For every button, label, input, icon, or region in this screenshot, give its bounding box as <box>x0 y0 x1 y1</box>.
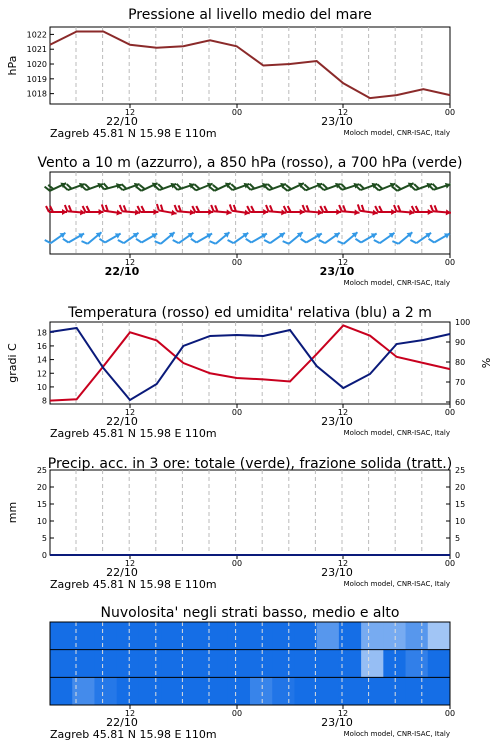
barb-feather <box>156 204 160 210</box>
barb-feather <box>410 238 416 245</box>
wind-barb <box>283 228 305 248</box>
location-label: Zagreb 45.81 N 15.98 E 110m <box>50 578 217 591</box>
wind-barb <box>301 228 324 246</box>
date-label: 23/10 <box>321 566 353 579</box>
y-axis-label-left: gradi C <box>6 343 19 383</box>
x-tick-label: 12 <box>337 258 349 267</box>
x-tick-label: 12 <box>337 108 349 117</box>
cloud-cell <box>117 677 140 705</box>
y-tick-label: 1018 <box>26 89 47 99</box>
wind-barb <box>375 206 396 215</box>
barb-feather <box>265 205 269 211</box>
y-tick-label: 70 <box>455 378 466 387</box>
y-tick-label: 1022 <box>26 30 47 40</box>
cloud-cell <box>272 677 295 705</box>
cloud-cell <box>117 622 140 650</box>
barb-feather <box>264 238 270 245</box>
wind-barb <box>246 228 269 246</box>
x-tick-label: 00 <box>231 108 243 117</box>
panel-title: Nuvolosita' negli strati basso, medio e alto <box>100 605 400 621</box>
barb-feather <box>355 237 361 244</box>
x-tick-label: 12 <box>124 559 136 568</box>
panel-4 <box>6 456 465 591</box>
cloud-cell <box>383 677 406 705</box>
y-tick-label: 1021 <box>26 45 47 55</box>
wind-barb <box>264 178 287 194</box>
wind-barb <box>155 228 177 248</box>
barb-feather <box>246 237 252 244</box>
wind-barb <box>374 228 396 247</box>
y-tick-label: 80 <box>455 358 466 367</box>
barb-feather <box>393 205 397 211</box>
barb-feather <box>301 237 307 244</box>
cloud-cell <box>50 622 73 650</box>
barb-feather <box>302 205 306 211</box>
wind-barb <box>83 206 104 215</box>
wind-barb <box>192 206 213 215</box>
credit-label: Moloch model, CNR-ISAC, Italy <box>343 129 450 137</box>
wind-barb <box>191 178 214 194</box>
y-tick-label: 60 <box>455 398 466 407</box>
x-tick-label: 00 <box>444 408 456 417</box>
y-tick-label: 25 <box>36 466 47 475</box>
barb-row-10-m <box>45 228 452 248</box>
barb-feather <box>82 239 88 246</box>
wind-barb <box>82 228 104 248</box>
cloud-cell <box>383 650 406 678</box>
barb-feather <box>192 206 195 212</box>
barb-head <box>151 231 158 239</box>
barb-feather <box>191 237 197 244</box>
cloud-cell <box>406 677 429 705</box>
y-tick-label: 14 <box>36 355 47 365</box>
wind-barb <box>355 228 378 246</box>
x-tick-label: 12 <box>124 709 136 718</box>
barb-head <box>78 231 85 239</box>
date-label: 23/10 <box>321 415 353 428</box>
location-label: Zagreb 45.81 N 15.98 E 110m <box>50 728 217 741</box>
barb-feather <box>118 238 124 245</box>
x-tick-label: 00 <box>231 258 243 267</box>
wind-barb <box>338 228 360 248</box>
wind-barb <box>46 206 67 215</box>
barb-feather <box>174 205 178 211</box>
cloud-cell <box>317 677 340 705</box>
cloud-cell <box>383 622 406 650</box>
plot-frame <box>50 27 450 104</box>
cloud-cell <box>317 650 340 678</box>
x-tick-label: 12 <box>337 709 349 718</box>
credit-label: Moloch model, CNR-ISAC, Italy <box>343 730 450 738</box>
cloud-cell <box>183 622 206 650</box>
wind-barb <box>319 228 341 247</box>
y-tick-label: 18 <box>36 328 47 338</box>
y-axis-label-right: % <box>480 357 493 369</box>
cloud-cell <box>361 650 384 678</box>
y-tick-label: 8 <box>41 396 47 406</box>
cloud-cell <box>294 622 317 650</box>
y-tick-label: 10 <box>455 517 466 526</box>
cloud-cell <box>428 650 451 678</box>
wind-barb <box>228 228 250 247</box>
wind-barb <box>264 228 286 247</box>
date-label: 22/10 <box>106 115 138 128</box>
cloud-cell <box>250 622 273 650</box>
barb-feather <box>319 238 325 245</box>
x-tick-label: 12 <box>124 408 136 417</box>
x-tick-label: 00 <box>444 709 456 718</box>
panel-title: Precip. acc. in 3 ore: totale (verde), frazione solida (tratt.) <box>47 456 453 472</box>
wind-barb <box>247 206 268 215</box>
date-label: 22/10 <box>106 566 138 579</box>
plot-frame <box>50 322 450 404</box>
x-tick-label: 00 <box>444 108 456 117</box>
y-axis-label: hPa <box>6 55 19 76</box>
y-tick-label: 10 <box>36 382 47 392</box>
plot-frame <box>50 470 450 555</box>
cloud-cell <box>94 622 117 650</box>
cloud-cell <box>50 650 73 678</box>
wind-barb <box>210 228 232 248</box>
barb-feather <box>429 237 435 244</box>
temperature-line <box>50 325 450 400</box>
barb-feather <box>375 206 378 212</box>
panel-title: Vento a 10 m (azzurro), a 850 hPa (rosso), a 700 hPa (verde) <box>37 155 463 171</box>
barb-head <box>115 231 122 239</box>
cloud-cell <box>161 677 184 705</box>
barb-feather <box>46 206 49 212</box>
date-label: 22/10 <box>104 265 140 278</box>
panel-2 <box>37 155 462 287</box>
y-tick-label: 16 <box>36 341 47 351</box>
wind-barb <box>45 228 67 247</box>
barb-row-850-hPa <box>46 204 451 217</box>
wind-barb <box>430 205 452 216</box>
barb-feather <box>430 205 434 211</box>
y-tick-label: 15 <box>455 500 466 509</box>
barb-feather <box>247 206 250 212</box>
cloud-cell <box>161 650 184 678</box>
x-tick-label: 12 <box>337 559 349 568</box>
date-label: 22/10 <box>106 716 138 729</box>
panel-title: Temperatura (rosso) ed umidita' relativa (blu) a 2 m <box>68 305 432 321</box>
x-tick-label: 00 <box>231 709 243 718</box>
location-label: Zagreb 45.81 N 15.98 E 110m <box>50 127 217 140</box>
pressure-line <box>50 31 450 98</box>
y-tick-label: 5 <box>455 534 461 543</box>
cloud-cell <box>428 622 451 650</box>
cloud-cell <box>228 622 251 650</box>
barb-feather <box>64 205 68 211</box>
barb-head <box>371 231 378 239</box>
date-label: 23/10 <box>321 716 353 729</box>
wind-barb <box>374 178 397 194</box>
cloud-cell <box>228 650 251 678</box>
credit-label: Moloch model, CNR-ISAC, Italy <box>343 580 450 588</box>
x-tick-label: 12 <box>124 108 136 117</box>
cloud-cell <box>161 622 184 650</box>
y-tick-label: 20 <box>455 483 466 492</box>
x-tick-label: 00 <box>231 559 243 568</box>
barb-feather <box>137 206 140 212</box>
panel-3 <box>6 305 493 440</box>
cloud-cell <box>361 677 384 705</box>
x-tick-label: 00 <box>231 408 243 417</box>
barb-feather <box>228 238 234 245</box>
cloud-cell <box>317 622 340 650</box>
cloud-cell <box>294 650 317 678</box>
cloud-cell <box>94 650 117 678</box>
barb-feather <box>283 239 289 246</box>
cloud-cell <box>139 650 162 678</box>
cloud-cell <box>250 650 273 678</box>
cloud-cell <box>250 677 273 705</box>
wind-barb <box>320 206 341 215</box>
x-tick-label: 12 <box>337 408 349 417</box>
panel-1 <box>6 7 455 140</box>
barb-row-700-hPa <box>45 178 452 195</box>
cloud-cell <box>406 650 429 678</box>
wind-barb <box>173 228 195 247</box>
x-tick-label: 12 <box>124 258 136 267</box>
cloud-cell <box>272 622 295 650</box>
x-tick-label: 00 <box>444 559 456 568</box>
cloud-cell <box>272 650 295 678</box>
barb-feather <box>63 237 69 244</box>
y-tick-label: 1019 <box>26 74 47 84</box>
date-label: 22/10 <box>106 415 138 428</box>
wind-barb <box>63 228 86 246</box>
cloud-cell <box>361 622 384 650</box>
wind-barb <box>137 206 158 215</box>
y-tick-label: 12 <box>36 369 47 379</box>
barb-feather <box>119 205 123 211</box>
panel-title: Pressione al livello medio del mare <box>128 7 372 23</box>
barb-head <box>316 231 323 239</box>
barb-feather <box>374 238 380 245</box>
barb-head <box>206 231 213 239</box>
y-tick-label: 0 <box>455 551 461 560</box>
barb-feather <box>229 204 233 210</box>
y-tick-label: 5 <box>41 534 47 543</box>
cloud-cell <box>406 622 429 650</box>
barb-feather <box>101 204 105 210</box>
cloud-cell <box>183 677 206 705</box>
y-tick-label: 1020 <box>26 60 47 70</box>
barb-feather <box>173 238 179 245</box>
credit-label: Moloch model, CNR-ISAC, Italy <box>343 279 450 287</box>
barb-feather <box>210 239 216 246</box>
y-tick-label: 20 <box>36 483 47 492</box>
y-tick-label: 15 <box>36 500 47 509</box>
y-axis-label: mm <box>6 501 19 524</box>
y-tick-label: 10 <box>36 517 47 526</box>
barb-feather <box>338 239 344 246</box>
wind-barb <box>429 179 452 194</box>
x-tick-label: 00 <box>444 258 456 267</box>
date-label: 23/10 <box>319 265 355 278</box>
y-tick-label: 100 <box>455 318 471 327</box>
date-label: 23/10 <box>321 115 353 128</box>
cloud-cell <box>228 677 251 705</box>
y-tick-label: 90 <box>455 338 466 347</box>
barb-feather <box>357 204 361 210</box>
wind-barb <box>429 228 452 246</box>
cloud-cell <box>139 677 162 705</box>
y-tick-label: 0 <box>41 551 47 560</box>
humidity-line <box>50 328 450 400</box>
wind-barb <box>210 205 232 216</box>
cloud-cell <box>94 677 117 705</box>
wind-barb <box>284 206 305 215</box>
cloud-cell <box>50 677 73 705</box>
cloud-cell <box>139 622 162 650</box>
cloud-cell <box>117 650 140 678</box>
location-label: Zagreb 45.81 N 15.98 E 110m <box>50 427 217 440</box>
cloud-cell <box>183 650 206 678</box>
barb-feather <box>412 206 415 212</box>
barb-feather <box>211 205 215 211</box>
credit-label: Moloch model, CNR-ISAC, Italy <box>343 429 450 437</box>
cloud-cell <box>428 677 451 705</box>
y-tick-label: 25 <box>455 466 466 475</box>
barb-feather <box>136 237 142 244</box>
cloud-cell <box>294 677 317 705</box>
panel-5 <box>50 605 455 741</box>
barb-feather <box>284 206 287 212</box>
wind-barb <box>191 228 214 246</box>
barb-feather <box>83 206 86 212</box>
barb-feather <box>320 206 323 212</box>
